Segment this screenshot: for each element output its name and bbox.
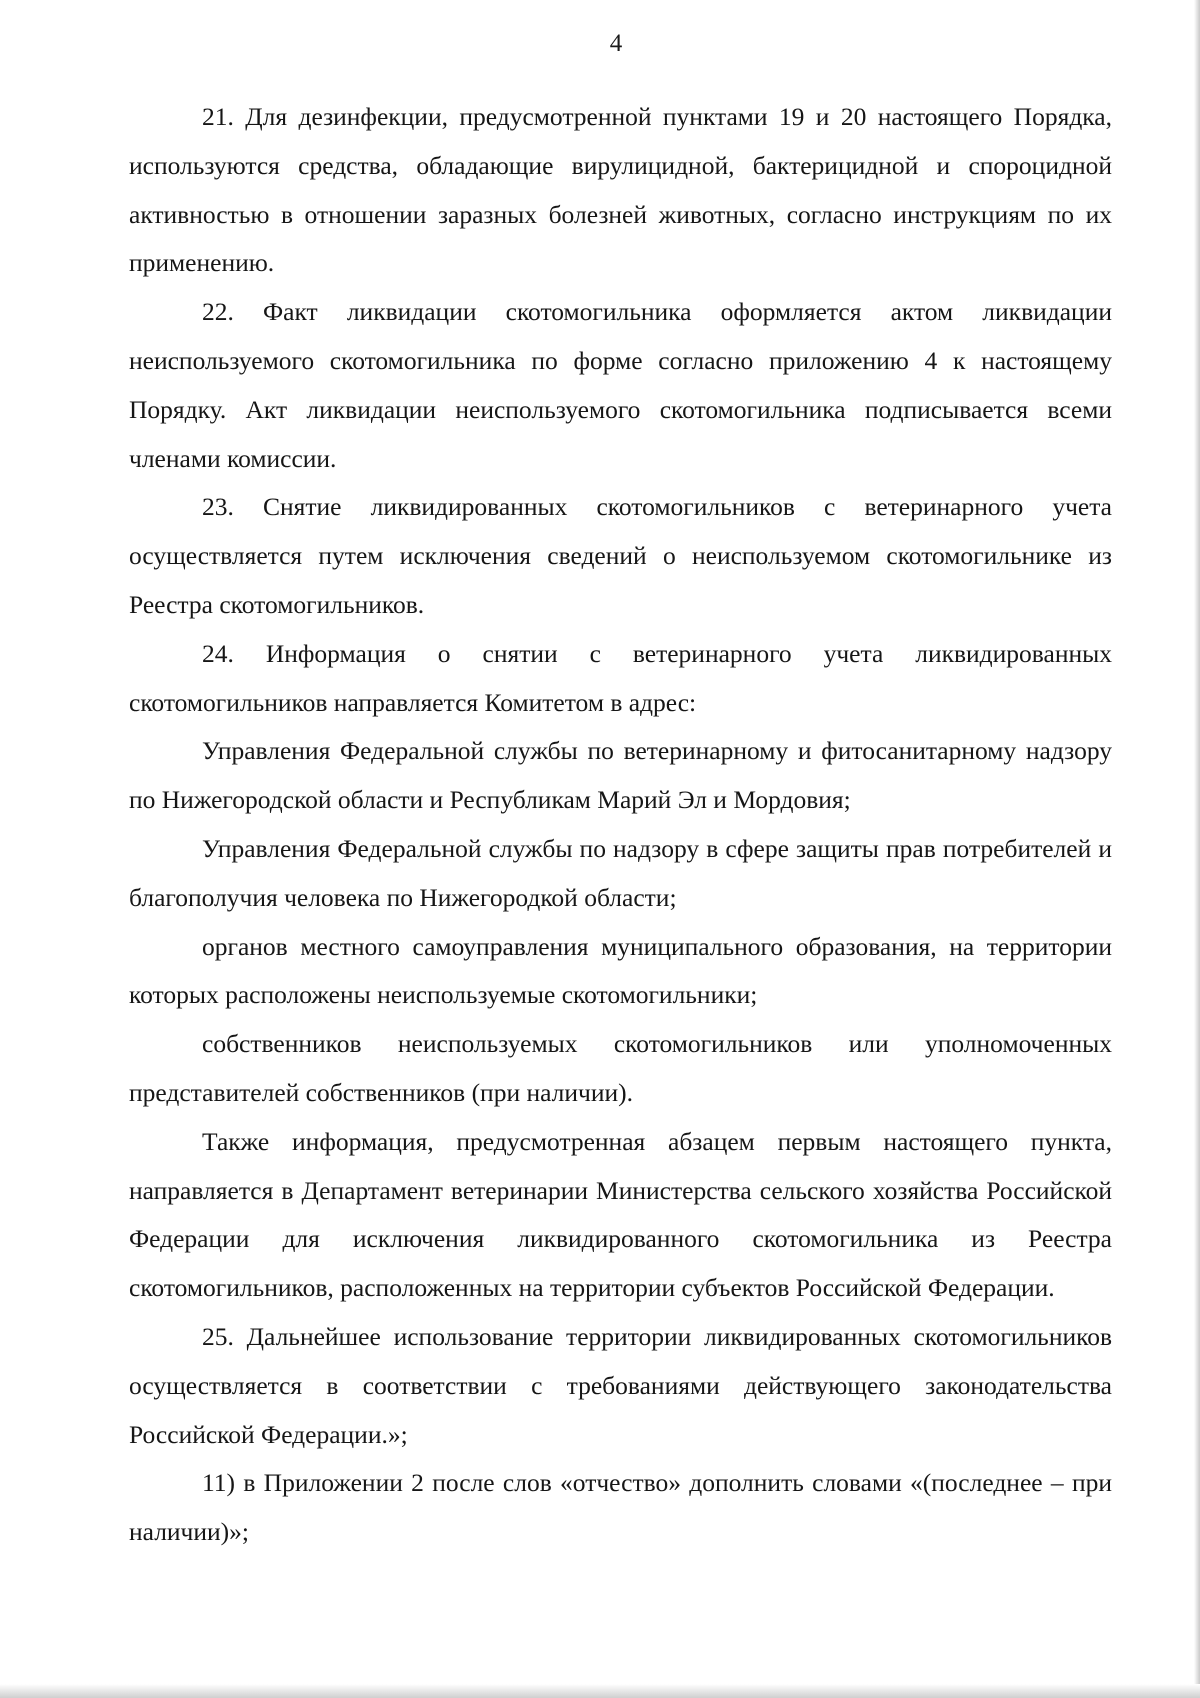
- amendment-11: 11) в Приложении 2 после слов «отчество» дополнить словами «(последнее – при наличии)»;: [129, 1468, 1112, 1547]
- scan-edge-right: [1194, 0, 1200, 1698]
- page-number: 4: [609, 30, 623, 57]
- recipient-local-government: органов местного самоуправления муниципального образования, на территории которых расположены неиспользуемые скотомогильники;: [129, 931, 1112, 1010]
- recipient-owners: собственников неиспользуемых скотомогильников или уполномоченных представителей собственников (при наличии).: [129, 1029, 1112, 1107]
- paragraph-21: 21. Для дезинфекции, предусмотренной пунктами 19 и 20 настоящего Порядка, используются средства, обладающие вирулицидной, бактерицидной и спороцидной активностью в отношении заразных болезней животных, согласно инструкциям по их применению.: [129, 102, 1112, 278]
- paragraph-24: 24. Информация о снятии с ветеринарного учета ликвидированных скотомогильников направляется Комитетом в адрес:: [129, 638, 1112, 717]
- document-body: [129, 93, 1112, 1557]
- paragraph-22: 22. Факт ликвидации скотомогильника оформляется актом ликвидации неиспользуемого скотомогильника по форме согласно приложению 4 к настоящему Порядку. Акт ликвидации неиспользуемого скотомогильника подписывается всеми членами комиссии.: [129, 297, 1112, 473]
- recipient-consumer-protection-service: Управления Федеральной службы по надзору в сфере защиты прав потребителей и благополучия человека по Нижегородкой области;: [129, 833, 1112, 912]
- scan-edge-bottom: [0, 1684, 1200, 1698]
- paragraph-23: 23. Снятие ликвидированных скотомогильников с ветеринарного учета осуществляется путем исключения сведений о неиспользуемом скотомогильнике из Реестра скотомогильников.: [129, 492, 1112, 619]
- paragraph-also-information: Также информация, предусмотренная абзацем первым настоящего пункта, направляется в Департамент ветеринарии Министерства сельского хозяйства Российской Федерации для исключения ликвидированного скотомогильника из Реестра скотомогильников, расположенных на территории субъектов Российской Федерации.: [129, 1126, 1112, 1303]
- paragraph-25: 25. Дальнейшее использование территории ликвидированных скотомогильников осуществляется в соответствии с требованиями действующего законодательства Российской Федерации.»;: [129, 1321, 1112, 1449]
- recipient-veterinary-service: Управления Федеральной службы по ветеринарному и фитосанитарному надзору по Нижегородской области и Республикам Марий Эл и Мордовия;: [129, 736, 1112, 815]
